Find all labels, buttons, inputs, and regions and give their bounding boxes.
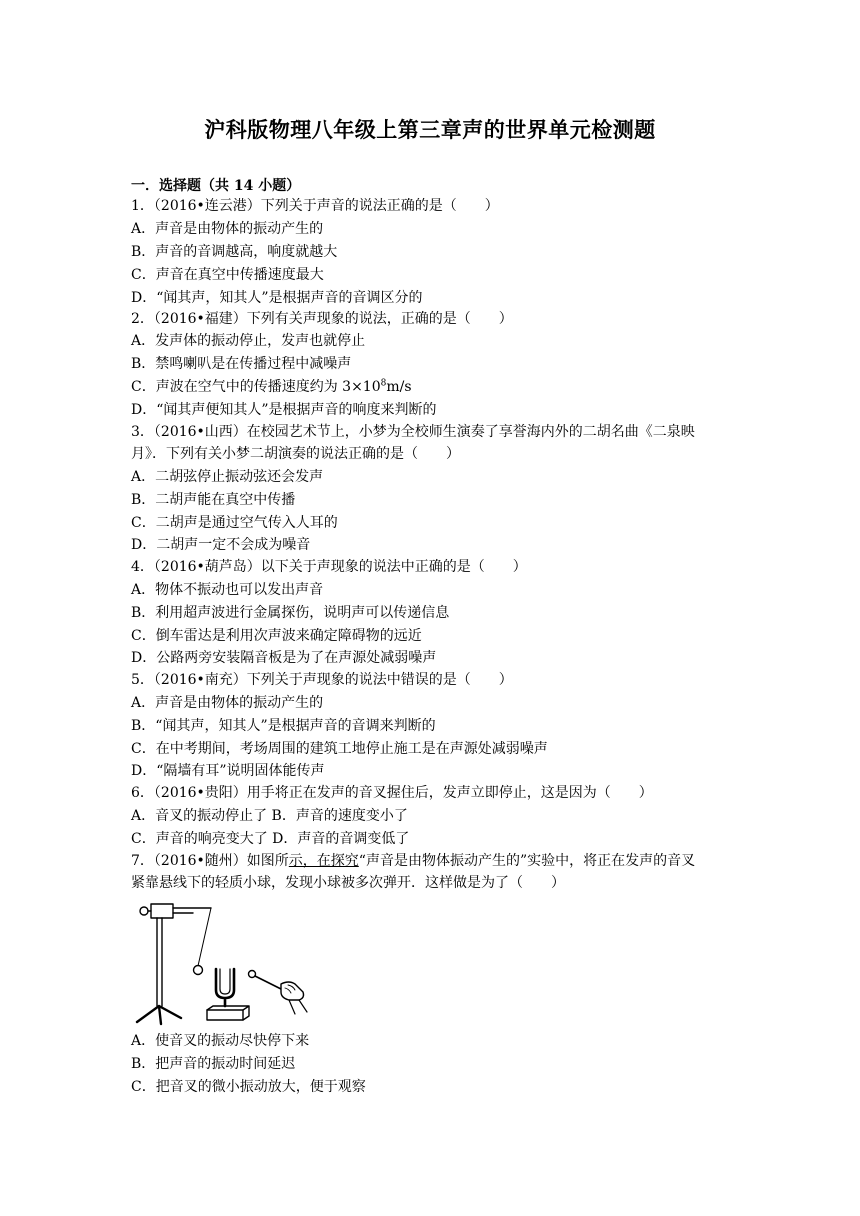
question-5-option-d: D．“隔墙有耳”说明固体能传声: [131, 763, 325, 779]
question-7-stem-text-end: “声音是由物体振动产生的”实验中，将正在发声的音叉: [358, 853, 696, 869]
question-5-option-c: C．在中考期间，考场周围的建筑工地停止施工是在声源处减弱噪声: [131, 741, 548, 757]
question-3-stem-line-2: 月》．下列有关小梦二胡演奏的说法正确的是（ ）: [131, 446, 460, 462]
question-7-stem-text: 7．（2016•随州）如图所: [131, 853, 289, 869]
question-5-option-b: B．“闻其声，知其人”是根据声音的音调来判断的: [131, 718, 436, 734]
question-1-option-a: A．声音是由物体的振动产生的: [131, 221, 324, 237]
question-2-option-c-exponent: 8: [380, 378, 387, 389]
question-6-options-cd: C．声音的响亮变大了 D．声音的音调变低了: [131, 831, 410, 847]
question-6-options-ab: A．音叉的振动停止了 B．声音的速度变小了: [131, 808, 408, 824]
tuning-fork-experiment-figure: [131, 894, 311, 1029]
tuning-fork-box: [207, 1010, 243, 1020]
question-1-stem: 1．（2016•连云港）下列关于声音的说法正确的是（ ）: [131, 198, 499, 214]
tuning-fork: [216, 969, 234, 1006]
question-3-option-b: B．二胡声能在真空中传播: [131, 492, 296, 508]
question-7-option-c: C．把音叉的微小振动放大，便于观察: [131, 1079, 366, 1095]
question-5-option-a: A．声音是由物体的振动产生的: [131, 695, 324, 711]
question-2-option-d: D．“闻其声便知其人”是根据声音的响度来判断的: [131, 402, 437, 418]
page-title: 沪科版物理八年级上第三章声的世界单元检测题: [204, 117, 656, 142]
question-1-option-b: B．声音的音调越高，响度就越大: [131, 244, 338, 260]
stand-base: [137, 1006, 181, 1024]
question-3-option-c: C．二胡声是通过空气传入人耳的: [131, 515, 338, 531]
question-2-option-c: [131, 377, 412, 397]
stand-clamp: [151, 904, 173, 918]
question-1-option-c: C．声音在真空中传播速度最大: [131, 267, 324, 283]
suspension-thread: [198, 908, 211, 966]
question-2-option-c-text: C．声波在空气中的传播速度约为 3×10: [131, 379, 381, 395]
question-4-stem: 4．（2016•葫芦岛）以下关于声现象的说法中正确的是（ ）: [131, 559, 527, 575]
question-5-stem: 5．（2016•南充）下列关于声现象的说法中错误的是（ ）: [131, 672, 513, 688]
question-2-option-c-unit: m/s: [386, 379, 412, 395]
question-2-stem: 2．（2016•福建）下列有关声现象的说法，正确的是（ ）: [131, 311, 513, 327]
small-ball: [194, 966, 203, 975]
question-2-option-a: A．发声体的振动停止，发声也就停止: [131, 333, 366, 349]
question-4-option-a: A．物体不振动也可以发出声音: [131, 582, 324, 598]
question-1-option-d: D．“闻其声，知其人”是根据声音的音调区分的: [131, 290, 423, 306]
question-3-stem-line-1: 3．（2016•山西）在校园艺术节上，小梦为全校师生演奏了享誉海内外的二胡名曲《二泉映: [131, 424, 695, 440]
question-6-stem: 6．（2016•贵阳）用手将正在发声的音叉握住后，发声立即停止，这是因为（ ）: [131, 785, 653, 801]
question-3-option-d: D．二胡声一定不会成为噪音: [131, 537, 311, 553]
section-heading: 一．选择题（共 14 小题）: [131, 178, 301, 194]
question-7-stem-line-2: 紧靠悬线下的轻质小球，发现小球被多次弹开．这样做是为了（ ）: [131, 875, 565, 891]
question-4-option-b: B．利用超声波进行金属探伤，说明声可以传递信息: [131, 605, 450, 621]
question-7-option-b: B．把声音的振动时间延迟: [131, 1056, 296, 1072]
question-2-option-b: B．禁鸣喇叭是在传播过程中减噪声: [131, 356, 352, 372]
question-4-option-c: C．倒车雷达是利用次声波来确定障碍物的远近: [131, 628, 422, 644]
hand-icon: [281, 982, 304, 1000]
question-4-option-d: D．公路两旁安装隔音板是为了在声源处减弱噪声: [131, 650, 437, 666]
question-7-option-a: A．使音叉的振动尽快停下来: [131, 1033, 310, 1049]
question-3-option-a: A．二胡弦停止振动弦还会发声: [131, 469, 324, 485]
question-7-stem-underlined: 示，在探究: [288, 853, 359, 869]
clamp-screw-icon: [140, 907, 148, 915]
question-7-stem-line-1: [131, 851, 695, 871]
